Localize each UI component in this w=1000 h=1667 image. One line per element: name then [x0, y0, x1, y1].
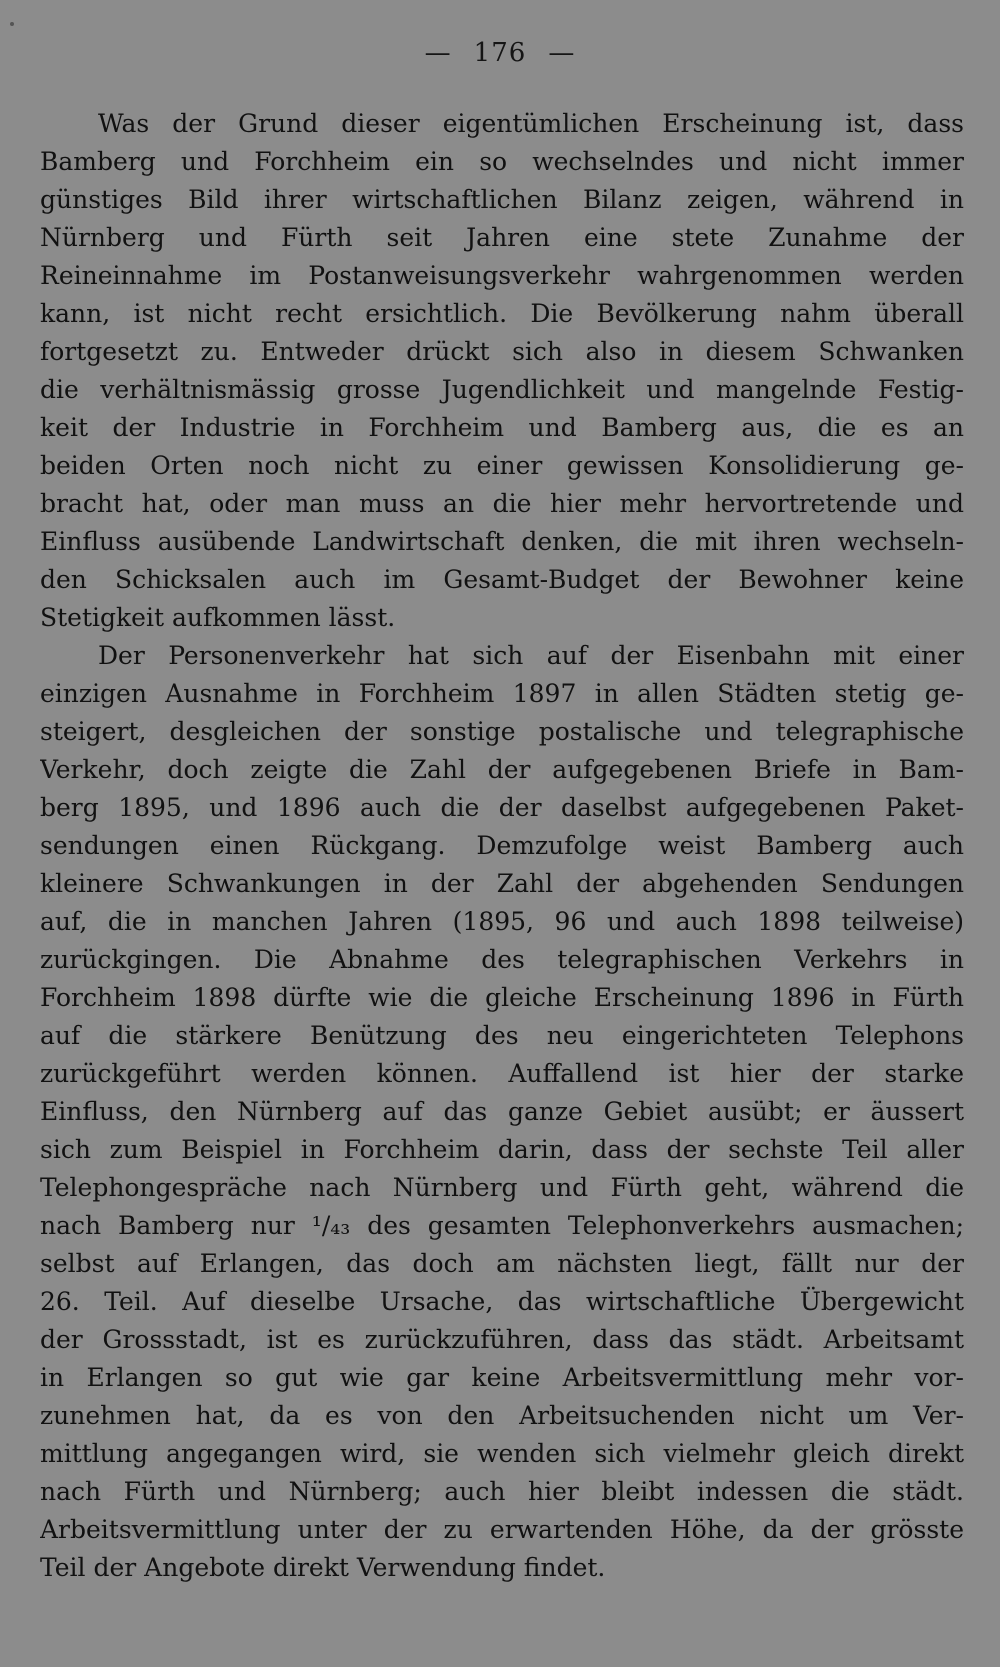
text-line: Bamberg und Forchheim ein so wechselndes und nicht immer [40, 147, 964, 176]
text-line: mittlung angegangen wird, sie wenden sich vielmehr gleich direkt [40, 1439, 964, 1468]
text-line: Einfluss, den Nürnberg auf das ganze Gebiet ausübt; er äussert [40, 1097, 964, 1126]
text-line: zunehmen hat, da es von den Arbeitsuchenden nicht um Ver- [40, 1401, 964, 1430]
text-line: Der Personenverkehr hat sich auf der Eisenbahn mit einer [98, 641, 964, 670]
text-line: Verkehr, doch zeigte die Zahl der aufgegebenen Briefe in Bam- [40, 755, 964, 784]
text-line: berg 1895, und 1896 auch die der daselbst aufgegebenen Paket- [40, 793, 964, 822]
text-line: zurückgingen. Die Abnahme des telegraphischen Verkehrs in [40, 945, 964, 974]
text-line: kleinere Schwankungen in der Zahl der abgehenden Sendungen [40, 869, 964, 898]
scan-dust-speck [10, 22, 14, 26]
body-text [40, 105, 964, 1587]
text-line: Reineinnahme im Postanweisungsverkehr wahrgenommen werden [40, 261, 964, 290]
text-line: Nürnberg und Fürth seit Jahren eine stete Zunahme der [40, 223, 964, 252]
text-line: Einfluss ausübende Landwirtschaft denken, die mit ihren wechseln- [40, 527, 964, 556]
text-line: auf die stärkere Benützung des neu eingerichteten Telephons [40, 1021, 964, 1050]
text-line: Teil der Angebote direkt Verwendung findet. [40, 1553, 606, 1582]
page-number-dash-right: — [548, 38, 576, 68]
text-line: den Schicksalen auch im Gesamt-Budget der Bewohner keine [40, 565, 964, 594]
text-line: einzigen Ausnahme in Forchheim 1897 in allen Städten stetig ge- [40, 679, 964, 708]
text-line: in Erlangen so gut wie gar keine Arbeitsvermittlung mehr vor- [40, 1363, 964, 1392]
text-line: fortgesetzt zu. Entweder drückt sich also in diesem Schwanken [40, 337, 964, 366]
text-line: sich zum Beispiel in Forchheim darin, dass der sechste Teil aller [40, 1135, 964, 1164]
text-line: Stetigkeit aufkommen lässt. [40, 603, 396, 632]
text-line: 26. Teil. Auf dieselbe Ursache, das wirtschaftliche Übergewicht [40, 1287, 964, 1316]
text-line: der Grossstadt, ist es zurückzuführen, dass das städt. Arbeitsamt [40, 1325, 964, 1354]
text-line: Was der Grund dieser eigentümlichen Erscheinung ist, dass [98, 109, 964, 138]
text-line: Forchheim 1898 dürfte wie die gleiche Erscheinung 1896 in Fürth [40, 983, 964, 1012]
text-line: Telephongespräche nach Nürnberg und Fürth geht, während die [40, 1173, 964, 1202]
text-line: die verhältnismässig grosse Jugendlichkeit und mangelnde Festig- [40, 375, 964, 404]
page-number: 176 [473, 38, 527, 68]
text-line: nach Bamberg nur ¹/₄₃ des gesamten Telephonverkehrs ausmachen; [40, 1211, 964, 1240]
page-number-dash-left: — [424, 38, 452, 68]
text-line: nach Fürth und Nürnberg; auch hier bleibt indessen die städt. [40, 1477, 964, 1506]
text-line: keit der Industrie in Forchheim und Bamberg aus, die es an [40, 413, 964, 442]
text-line: bracht hat, oder man muss an die hier mehr hervortretende und [40, 489, 964, 518]
text-line: auf, die in manchen Jahren (1895, 96 und auch 1898 teilweise) [40, 907, 964, 936]
text-line: kann, ist nicht recht ersichtlich. Die Bevölkerung nahm überall [40, 299, 964, 328]
text-line: günstiges Bild ihrer wirtschaftlichen Bilanz zeigen, während in [40, 185, 964, 214]
text-line: zurückgeführt werden können. Auffallend ist hier der starke [40, 1059, 964, 1088]
text-line: selbst auf Erlangen, das doch am nächsten liegt, fällt nur der [40, 1249, 964, 1278]
text-line: beiden Orten noch nicht zu einer gewissen Konsolidierung ge- [40, 451, 964, 480]
page-number-header [0, 38, 1000, 68]
text-line: steigert, desgleichen der sonstige postalische und telegraphische [40, 717, 964, 746]
text-line: sendungen einen Rückgang. Demzufolge weist Bamberg auch [40, 831, 964, 860]
text-line: Arbeitsvermittlung unter der zu erwartenden Höhe, da der grösste [40, 1515, 964, 1544]
